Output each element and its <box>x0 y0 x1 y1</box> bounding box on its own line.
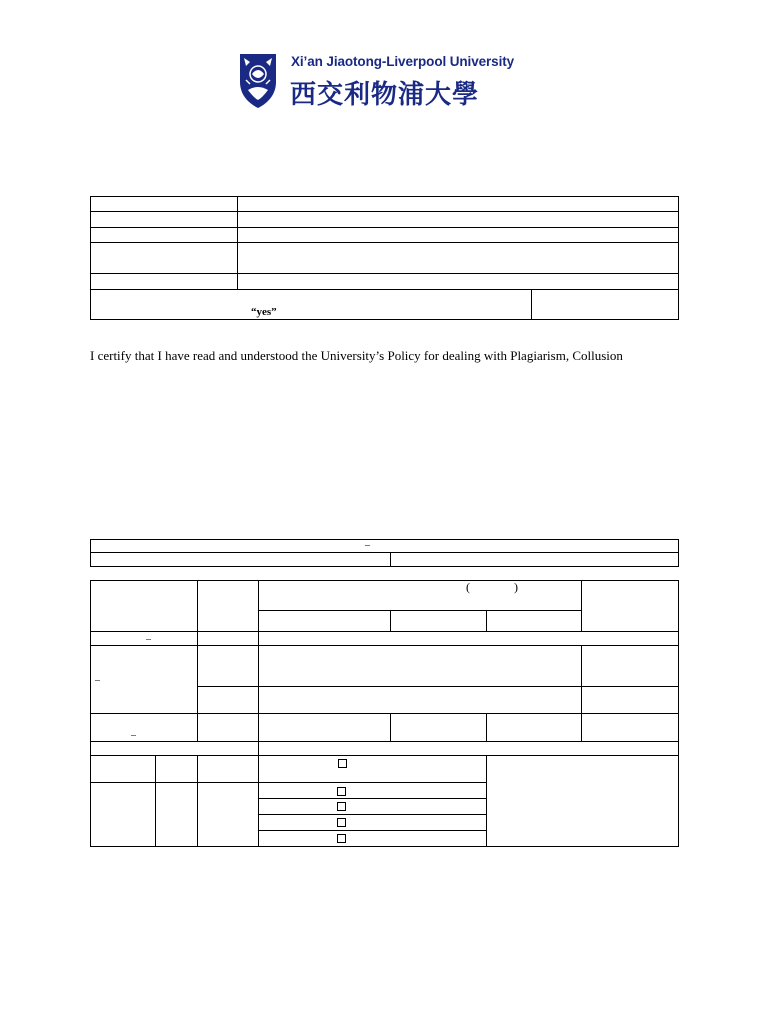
marking-grid-divider <box>258 580 259 847</box>
marking-grid-rule <box>90 755 679 756</box>
marking-grid-divider <box>197 755 198 847</box>
marking-grid-divider <box>486 610 487 631</box>
cover-table-rule <box>90 289 679 290</box>
marking-grid-divider <box>581 580 582 631</box>
cover-table-rule <box>90 273 679 274</box>
marking-header-rule <box>90 552 679 553</box>
cover-table-divider <box>531 289 532 320</box>
marking-grid-rule <box>258 610 581 611</box>
option-checkbox[interactable] <box>337 818 346 827</box>
option-checkbox[interactable] <box>338 759 347 768</box>
marking-grid-divider <box>155 755 156 847</box>
option-checkbox[interactable] <box>337 802 346 811</box>
paren-close: ) <box>514 580 518 594</box>
cover-info-table <box>90 196 679 320</box>
row-dash: – <box>146 634 151 645</box>
row-dash: – <box>95 675 100 686</box>
university-name-chinese: 西交利物浦大學 <box>290 80 480 110</box>
marking-grid-rule <box>90 645 679 646</box>
marking-header-divider <box>390 552 391 567</box>
university-logo <box>238 52 538 112</box>
marking-grid-rule <box>197 686 679 687</box>
marking-grid-rule <box>90 713 679 714</box>
option-checkbox[interactable] <box>337 834 346 843</box>
marking-grid-rule <box>258 798 486 799</box>
cover-table-rule <box>90 242 679 243</box>
cover-table-rule <box>90 211 679 212</box>
marking-grid-divider <box>581 645 582 741</box>
marking-grid-rule <box>258 830 486 831</box>
option-checkbox[interactable] <box>337 787 346 796</box>
marking-grid-divider <box>486 713 487 741</box>
cover-table-divider <box>237 196 238 289</box>
marking-grid-divider <box>390 713 391 741</box>
marking-header-dash: – <box>365 540 370 551</box>
certification-statement: I certify that I have read and understood the University’s Policy for dealing with Plagiarism, Collusion <box>90 348 623 363</box>
marking-grid-rule <box>90 631 679 632</box>
university-crest-icon <box>238 52 278 110</box>
marking-grid-rule <box>258 814 486 815</box>
marking-grid-rule <box>90 741 679 742</box>
marking-grid-divider <box>390 610 391 631</box>
university-name-english: Xi’an Jiaotong-Liverpool University <box>291 54 515 69</box>
row-dash: – <box>131 730 136 741</box>
declaration-yes-label: “yes” <box>251 306 277 318</box>
marking-grid-rule <box>90 782 486 783</box>
marking-grid-divider <box>486 755 487 847</box>
cover-table-rule <box>90 227 679 228</box>
paren-open: ( <box>466 580 470 594</box>
marking-grid-divider <box>197 580 198 741</box>
marking-header-table <box>90 539 679 567</box>
